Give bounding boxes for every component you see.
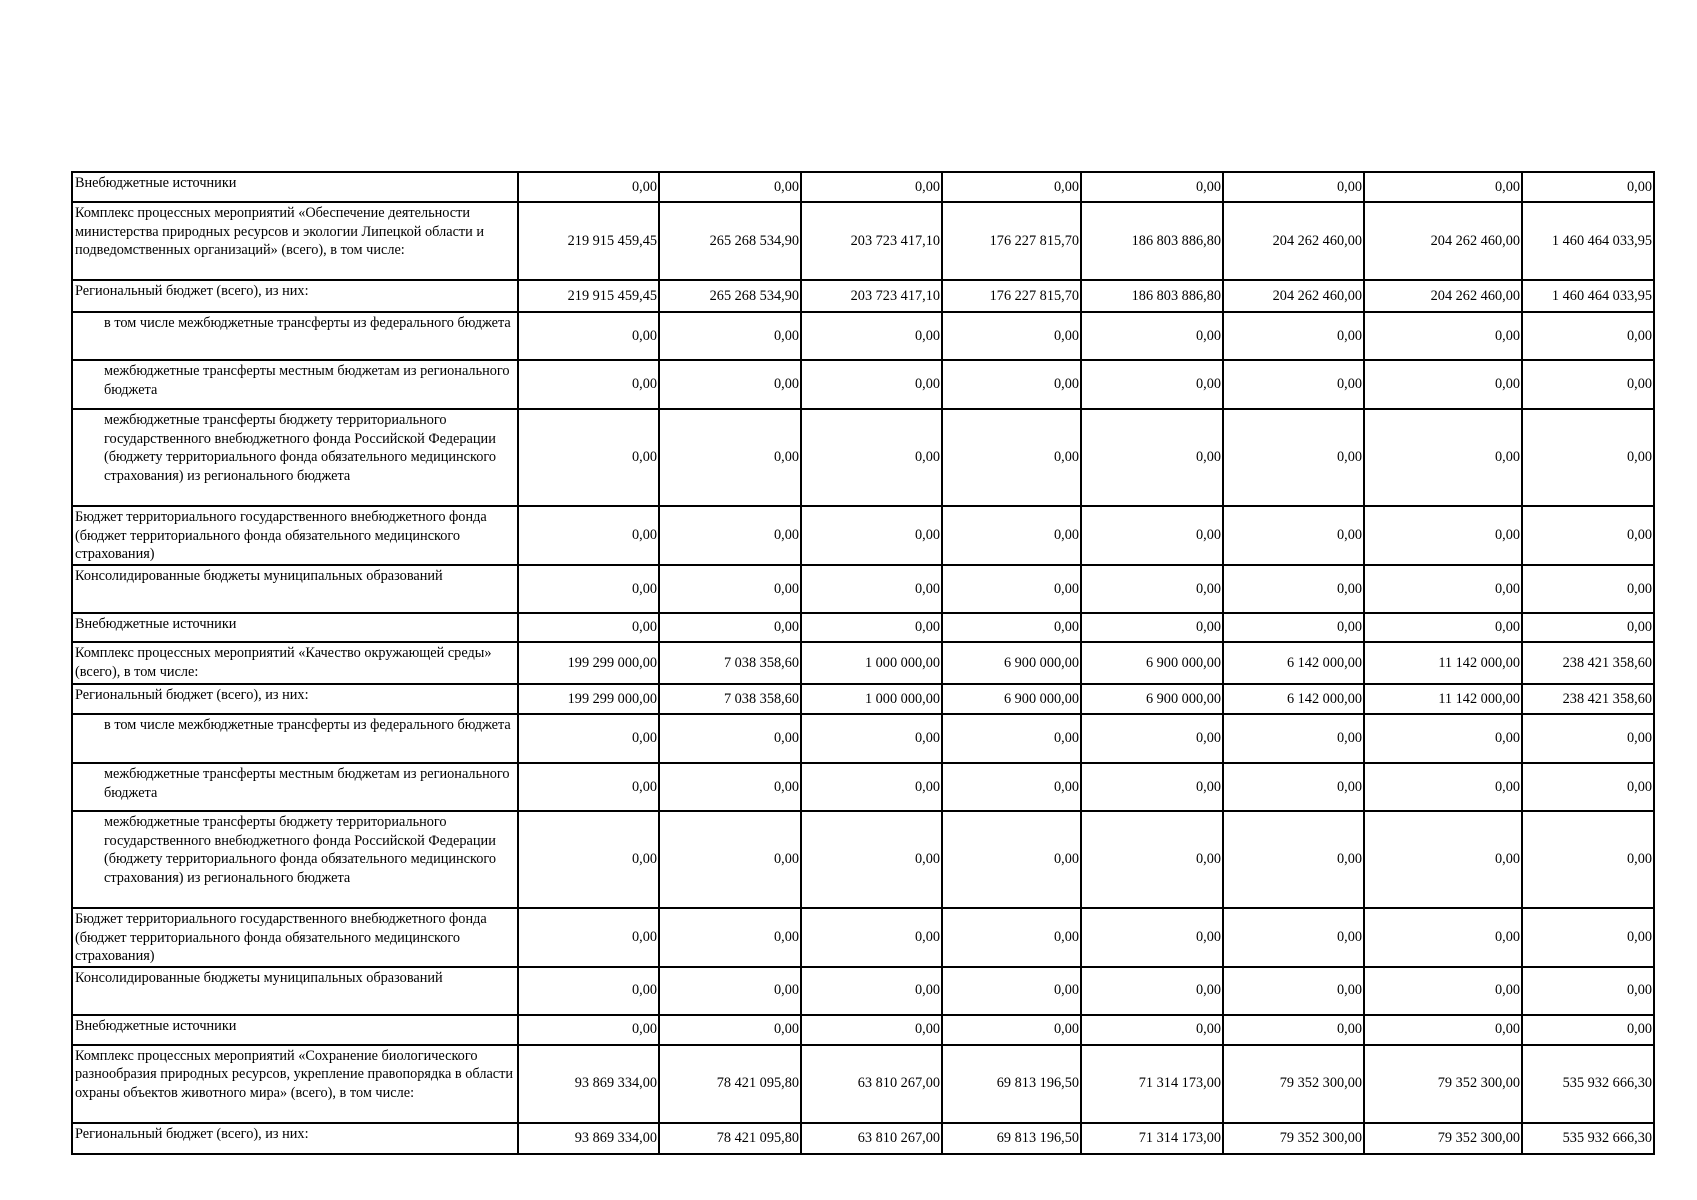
row-value: 0,00	[1223, 312, 1364, 360]
row-value: 0,00	[659, 172, 801, 202]
row-value: 176 227 815,70	[942, 280, 1081, 312]
row-value: 0,00	[659, 811, 801, 908]
row-value: 0,00	[942, 409, 1081, 506]
row-label: межбюджетные трансферты местным бюджетам из регионального бюджета	[72, 763, 518, 811]
row-value: 0,00	[801, 565, 942, 613]
table-row	[72, 506, 1654, 565]
row-value: 238 421 358,60	[1522, 642, 1654, 684]
row-value: 6 142 000,00	[1223, 642, 1364, 684]
row-value: 0,00	[518, 908, 659, 967]
row-value: 0,00	[1223, 908, 1364, 967]
row-value: 0,00	[518, 506, 659, 565]
row-value: 0,00	[1522, 613, 1654, 642]
row-value: 0,00	[518, 714, 659, 763]
row-value: 0,00	[1522, 1015, 1654, 1045]
row-value: 0,00	[518, 967, 659, 1015]
row-value: 0,00	[1223, 613, 1364, 642]
table-row	[72, 565, 1654, 613]
row-value: 11 142 000,00	[1364, 684, 1522, 714]
row-value: 0,00	[942, 908, 1081, 967]
table-row	[72, 1123, 1654, 1154]
row-value: 63 810 267,00	[801, 1045, 942, 1123]
row-value: 238 421 358,60	[1522, 684, 1654, 714]
row-value: 78 421 095,80	[659, 1045, 801, 1123]
row-value: 0,00	[801, 613, 942, 642]
table-row	[72, 202, 1654, 280]
row-value: 0,00	[1081, 908, 1223, 967]
row-value: 0,00	[801, 714, 942, 763]
row-value: 265 268 534,90	[659, 280, 801, 312]
row-value: 0,00	[1364, 506, 1522, 565]
row-value: 0,00	[942, 967, 1081, 1015]
row-value: 0,00	[659, 908, 801, 967]
row-value: 79 352 300,00	[1223, 1045, 1364, 1123]
row-label: Бюджет территориального государственного внебюджетного фонда (бюджет территориального фонда обязательного медицинского страхования)	[72, 506, 518, 565]
table-row	[72, 613, 1654, 642]
row-value: 0,00	[1522, 409, 1654, 506]
row-label: Комплекс процессных мероприятий «Обеспечение деятельности министерства природных ресурсов и экологии Липецкой области и подведомственных организаций» (всего), в том числе:	[72, 202, 518, 280]
row-label: Региональный бюджет (всего), из них:	[72, 684, 518, 714]
row-value: 71 314 173,00	[1081, 1045, 1223, 1123]
row-value: 0,00	[1081, 1015, 1223, 1045]
row-value: 204 262 460,00	[1364, 280, 1522, 312]
row-value: 0,00	[1364, 172, 1522, 202]
row-value: 0,00	[1223, 506, 1364, 565]
row-value: 6 900 000,00	[942, 642, 1081, 684]
row-value: 0,00	[801, 506, 942, 565]
row-label: в том числе межбюджетные трансферты из федерального бюджета	[72, 714, 518, 763]
row-value: 0,00	[801, 1015, 942, 1045]
row-value: 0,00	[1223, 565, 1364, 613]
row-label: Бюджет территориального государственного внебюджетного фонда (бюджет территориального фонда обязательного медицинского страхования)	[72, 908, 518, 967]
row-value: 0,00	[1081, 967, 1223, 1015]
row-value: 0,00	[518, 811, 659, 908]
row-value: 0,00	[1081, 506, 1223, 565]
row-label: Внебюджетные источники	[72, 613, 518, 642]
row-value: 0,00	[942, 360, 1081, 409]
row-value: 0,00	[1223, 811, 1364, 908]
row-value: 79 352 300,00	[1364, 1045, 1522, 1123]
row-value: 0,00	[801, 763, 942, 811]
row-value: 0,00	[1522, 360, 1654, 409]
row-value: 0,00	[1081, 312, 1223, 360]
row-value: 0,00	[1223, 360, 1364, 409]
row-value: 0,00	[1223, 714, 1364, 763]
row-value: 0,00	[1522, 506, 1654, 565]
row-value: 219 915 459,45	[518, 202, 659, 280]
row-value: 0,00	[1364, 565, 1522, 613]
table-row	[72, 714, 1654, 763]
row-value: 0,00	[659, 409, 801, 506]
row-value: 0,00	[1081, 360, 1223, 409]
row-value: 0,00	[659, 1015, 801, 1045]
row-value: 0,00	[801, 811, 942, 908]
table-row	[72, 1015, 1654, 1045]
row-value: 1 000 000,00	[801, 642, 942, 684]
row-value: 0,00	[801, 360, 942, 409]
row-value: 0,00	[1081, 714, 1223, 763]
row-value: 0,00	[1364, 967, 1522, 1015]
row-value: 0,00	[1364, 714, 1522, 763]
table-row	[72, 172, 1654, 202]
row-value: 69 813 196,50	[942, 1123, 1081, 1154]
row-value: 1 460 464 033,95	[1522, 280, 1654, 312]
row-value: 79 352 300,00	[1364, 1123, 1522, 1154]
row-value: 0,00	[659, 967, 801, 1015]
row-value: 0,00	[1522, 714, 1654, 763]
table-row	[72, 409, 1654, 506]
row-value: 0,00	[518, 613, 659, 642]
row-value: 63 810 267,00	[801, 1123, 942, 1154]
row-value: 0,00	[659, 506, 801, 565]
row-value: 0,00	[1522, 811, 1654, 908]
budget-table	[71, 171, 1655, 1155]
row-value: 0,00	[942, 565, 1081, 613]
row-value: 0,00	[518, 312, 659, 360]
row-value: 0,00	[942, 714, 1081, 763]
row-value: 0,00	[1081, 613, 1223, 642]
row-value: 535 932 666,30	[1522, 1045, 1654, 1123]
row-value: 0,00	[1522, 763, 1654, 811]
row-label: Консолидированные бюджеты муниципальных образований	[72, 565, 518, 613]
row-value: 0,00	[659, 613, 801, 642]
row-value: 535 932 666,30	[1522, 1123, 1654, 1154]
table-row	[72, 360, 1654, 409]
row-value: 0,00	[518, 565, 659, 613]
row-value: 0,00	[801, 312, 942, 360]
row-value: 0,00	[942, 1015, 1081, 1045]
table-row	[72, 280, 1654, 312]
row-label: в том числе межбюджетные трансферты из федерального бюджета	[72, 312, 518, 360]
row-label: Комплекс процессных мероприятий «Сохранение биологического разнообразия природных ресурсов, укрепление правопорядка в области охраны объектов животного мира» (всего), в том числе:	[72, 1045, 518, 1123]
row-value: 1 000 000,00	[801, 684, 942, 714]
row-value: 0,00	[1081, 565, 1223, 613]
row-value: 199 299 000,00	[518, 684, 659, 714]
row-value: 0,00	[1364, 613, 1522, 642]
table-row	[72, 811, 1654, 908]
row-value: 203 723 417,10	[801, 202, 942, 280]
row-value: 0,00	[942, 613, 1081, 642]
row-value: 0,00	[518, 409, 659, 506]
row-value: 0,00	[1223, 409, 1364, 506]
row-value: 0,00	[801, 172, 942, 202]
row-value: 0,00	[1081, 763, 1223, 811]
row-value: 11 142 000,00	[1364, 642, 1522, 684]
row-value: 0,00	[1522, 967, 1654, 1015]
row-label: Региональный бюджет (всего), из них:	[72, 1123, 518, 1154]
row-value: 0,00	[942, 312, 1081, 360]
row-value: 0,00	[1364, 763, 1522, 811]
row-value: 0,00	[801, 409, 942, 506]
row-value: 0,00	[942, 506, 1081, 565]
row-value: 0,00	[1223, 172, 1364, 202]
row-value: 0,00	[801, 967, 942, 1015]
row-value: 71 314 173,00	[1081, 1123, 1223, 1154]
row-value: 1 460 464 033,95	[1522, 202, 1654, 280]
row-value: 0,00	[1223, 763, 1364, 811]
row-label: Комплекс процессных мероприятий «Качество окружающей среды» (всего), в том числе:	[72, 642, 518, 684]
row-value: 265 268 534,90	[659, 202, 801, 280]
row-value: 0,00	[942, 811, 1081, 908]
table-row	[72, 908, 1654, 967]
row-value: 79 352 300,00	[1223, 1123, 1364, 1154]
row-value: 219 915 459,45	[518, 280, 659, 312]
row-value: 7 038 358,60	[659, 684, 801, 714]
table-row	[72, 1045, 1654, 1123]
row-value: 0,00	[1364, 312, 1522, 360]
table-body	[72, 172, 1654, 1154]
row-value: 0,00	[1364, 409, 1522, 506]
row-value: 186 803 886,80	[1081, 280, 1223, 312]
row-value: 6 142 000,00	[1223, 684, 1364, 714]
row-value: 0,00	[1522, 172, 1654, 202]
row-value: 186 803 886,80	[1081, 202, 1223, 280]
row-label: Внебюджетные источники	[72, 1015, 518, 1045]
row-label: Внебюджетные источники	[72, 172, 518, 202]
row-value: 0,00	[518, 763, 659, 811]
row-value: 78 421 095,80	[659, 1123, 801, 1154]
table-row	[72, 312, 1654, 360]
row-value: 204 262 460,00	[1364, 202, 1522, 280]
row-value: 199 299 000,00	[518, 642, 659, 684]
row-value: 6 900 000,00	[942, 684, 1081, 714]
row-value: 204 262 460,00	[1223, 280, 1364, 312]
row-value: 0,00	[659, 360, 801, 409]
row-value: 0,00	[659, 763, 801, 811]
table-row	[72, 763, 1654, 811]
row-value: 0,00	[659, 714, 801, 763]
row-value: 0,00	[1081, 172, 1223, 202]
row-value: 0,00	[1522, 565, 1654, 613]
row-value: 0,00	[1522, 312, 1654, 360]
row-value: 0,00	[1364, 360, 1522, 409]
row-value: 69 813 196,50	[942, 1045, 1081, 1123]
row-value: 0,00	[1364, 908, 1522, 967]
row-value: 203 723 417,10	[801, 280, 942, 312]
row-value: 0,00	[1081, 811, 1223, 908]
row-value: 0,00	[1081, 409, 1223, 506]
row-value: 0,00	[518, 172, 659, 202]
row-value: 7 038 358,60	[659, 642, 801, 684]
row-value: 0,00	[1364, 1015, 1522, 1045]
row-value: 0,00	[1364, 811, 1522, 908]
row-value: 93 869 334,00	[518, 1123, 659, 1154]
row-value: 6 900 000,00	[1081, 642, 1223, 684]
row-value: 0,00	[942, 763, 1081, 811]
row-label: межбюджетные трансферты бюджету территориального государственного внебюджетного фонда Российской Федерации (бюджету территориального фонда обязательного медицинского страхования) из регионального бюджета	[72, 409, 518, 506]
table-row	[72, 684, 1654, 714]
table-row	[72, 967, 1654, 1015]
row-value: 176 227 815,70	[942, 202, 1081, 280]
row-value: 0,00	[942, 172, 1081, 202]
row-value: 0,00	[1223, 1015, 1364, 1045]
table-row	[72, 642, 1654, 684]
row-value: 0,00	[659, 312, 801, 360]
row-label: Консолидированные бюджеты муниципальных образований	[72, 967, 518, 1015]
row-value: 0,00	[518, 360, 659, 409]
row-label: Региональный бюджет (всего), из них:	[72, 280, 518, 312]
row-value: 0,00	[518, 1015, 659, 1045]
row-value: 204 262 460,00	[1223, 202, 1364, 280]
row-value: 6 900 000,00	[1081, 684, 1223, 714]
row-label: межбюджетные трансферты местным бюджетам из регионального бюджета	[72, 360, 518, 409]
row-value: 93 869 334,00	[518, 1045, 659, 1123]
row-value: 0,00	[1223, 967, 1364, 1015]
row-label: межбюджетные трансферты бюджету территориального государственного внебюджетного фонда Российской Федерации (бюджету территориального фонда обязательного медицинского страхования) из регионального бюджета	[72, 811, 518, 908]
row-value: 0,00	[1522, 908, 1654, 967]
row-value: 0,00	[659, 565, 801, 613]
row-value: 0,00	[801, 908, 942, 967]
